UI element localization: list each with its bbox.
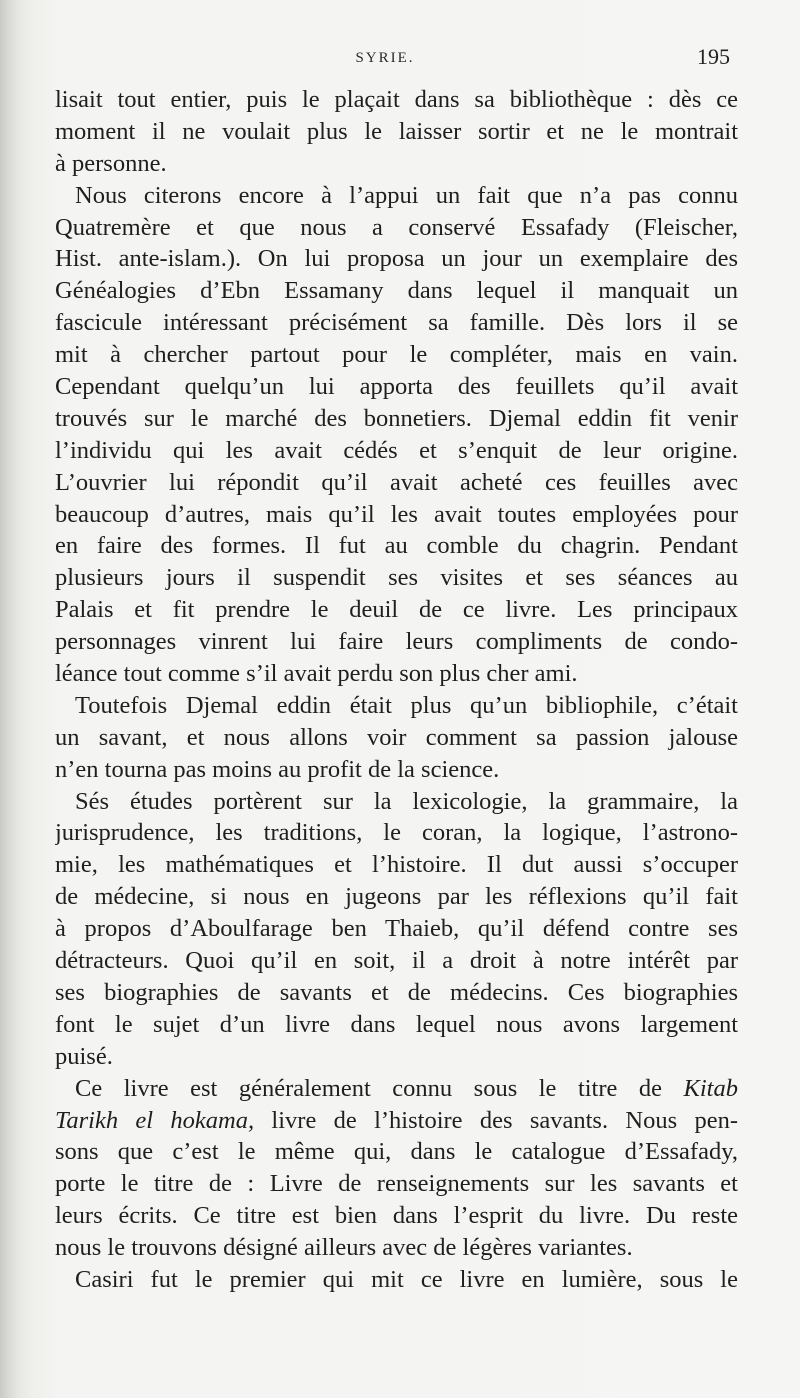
line-text: nous le trouvons désigné ailleurs avec de légères variantes. [55, 1234, 633, 1262]
page-header [40, 44, 730, 74]
line-text: Casiri fut le premier qui mit ce livre en lumière, sous le [75, 1265, 738, 1293]
text-line [55, 243, 738, 275]
line-text: mit à chercher partout pour le compléter, mais en vain. [55, 341, 738, 369]
line-text: porte le titre de : Livre de renseignements sur les savants et [55, 1170, 738, 1198]
text-line [55, 307, 738, 339]
text-line [55, 817, 738, 849]
line-text: léance tout comme s’il avait perdu son plus cher ami. [55, 660, 578, 688]
line-text: à personne. [55, 149, 167, 177]
text-line [55, 371, 738, 403]
line-text: leurs écrits. Ce titre est bien dans l’esprit du livre. Du reste [55, 1202, 738, 1230]
text-line [55, 1009, 738, 1041]
text-line [55, 849, 738, 881]
running-head: SYRIE. [355, 50, 415, 66]
line-text: Nous citerons encore à l’appui un fait que n’a pas connu [75, 181, 738, 209]
italic-title: Kitab [683, 1074, 738, 1102]
line-text: moment il ne voulait plus le laisser sortir et ne le montrait [55, 117, 738, 145]
text-line [55, 403, 738, 435]
line-text: fascicule intéressant précisément sa famille. Dès lors il se [55, 309, 738, 337]
line-text: en faire des formes. Il fut au comble du chagrin. Pendant [55, 532, 738, 560]
line-text: mie, les mathématiques et l’histoire. Il dut aussi s’occuper [55, 851, 738, 879]
line-text: puisé. [55, 1042, 113, 1070]
text-line [55, 180, 738, 212]
line-text: sons que c’est le même qui, dans le catalogue d’Essafady, [55, 1138, 738, 1166]
line-text: font le sujet d’un livre dans lequel nous avons largement [55, 1010, 738, 1038]
text-line [55, 148, 738, 180]
page-number: 195 [697, 44, 730, 69]
line-text: Sés études portèrent sur la lexicologie, la grammaire, la [75, 787, 738, 815]
text-line [55, 881, 738, 913]
line-text: Palais et fit prendre le deuil de ce livre. Les principaux [55, 596, 738, 624]
line-text: Ce livre est généralement connu sous le titre de [75, 1074, 684, 1102]
line-text: personnages vinrent lui faire leurs compliments de condo- [55, 628, 738, 656]
line-text: beaucoup d’autres, mais qu’il les avait toutes employées pour [55, 500, 738, 528]
text-line [55, 913, 738, 945]
text-line [55, 594, 738, 626]
text-line [55, 339, 738, 371]
text-line [55, 116, 738, 148]
line-text: jurisprudence, les traditions, le coran, la logique, l’astrono- [55, 819, 738, 847]
text-line [55, 754, 738, 786]
line-text: plusieurs jours il suspendit ses visites et ses séances au [55, 564, 738, 592]
text-line [55, 1232, 738, 1264]
text-line [55, 1168, 738, 1200]
line-text: Hist. ante-islam.). On lui proposa un jour un exemplaire des [55, 245, 738, 273]
text-line [55, 1136, 738, 1168]
line-text: Quatremère et que nous a conservé Essafady (Fleischer, [55, 213, 738, 241]
text-line [55, 467, 738, 499]
line-text: détracteurs. Quoi qu’il en soit, il a droit à notre intérêt par [55, 947, 738, 975]
line-text: n’en tourna pas moins au profit de la science. [55, 755, 500, 783]
body-text [55, 84, 738, 1296]
line-text: Toutefois Djemal eddin était plus qu’un bibliophile, c’était [75, 691, 738, 719]
text-line [55, 722, 738, 754]
line-text: un savant, et nous allons voir comment sa passion jalouse [55, 723, 738, 751]
text-line [55, 84, 738, 116]
line-text: l’individu qui les avait cédés et s’enquit de leur origine. [55, 436, 738, 464]
text-line [55, 1264, 738, 1296]
text-line [55, 945, 738, 977]
line-text: à propos d’Aboulfarage ben Thaieb, qu’il défend contre ses [55, 915, 738, 943]
text-line [55, 1073, 738, 1105]
line-text: trouvés sur le marché des bonnetiers. Djemal eddin fit venir [55, 404, 738, 432]
text-line [55, 562, 738, 594]
line-text: Cependant quelqu’un lui apporta des feuillets qu’il avait [55, 373, 738, 401]
text-line [55, 658, 738, 690]
text-line [55, 435, 738, 467]
line-text: L’ouvrier lui répondit qu’il avait acheté ces feuilles avec [55, 468, 738, 496]
line-text: de médecine, si nous en jugeons par les réflexions qu’il fait [55, 883, 738, 911]
text-line [55, 690, 738, 722]
text-line [55, 530, 738, 562]
line-text: lisait tout entier, puis le plaçait dans sa bibliothèque : dès ce [55, 86, 738, 113]
line-text: livre de l’histoire des savants. Nous pen- [254, 1106, 738, 1134]
text-line [55, 786, 738, 818]
text-line [55, 212, 738, 244]
text-line [55, 1041, 738, 1073]
line-text: Généalogies d’Ebn Essamany dans lequel il manquait un [55, 277, 738, 305]
text-line [55, 626, 738, 658]
text-line [55, 275, 738, 307]
italic-title: Tarikh el hokama, [55, 1106, 255, 1134]
text-line [55, 977, 738, 1009]
text-line [55, 1105, 738, 1137]
text-line [55, 499, 738, 531]
line-text: ses biographies de savants et de médecins. Ces biographies [55, 978, 738, 1006]
text-line [55, 1200, 738, 1232]
